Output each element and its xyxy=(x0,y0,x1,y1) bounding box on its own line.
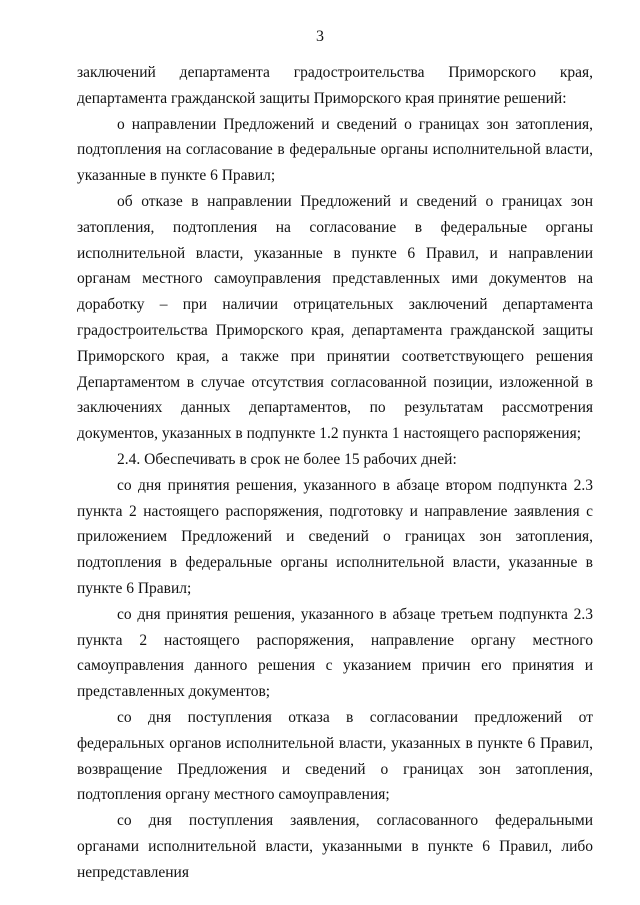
paragraph-refusal-receipt: со дня поступления отказа в согласовании предложений от федеральных органов исполнительной власти, указанных в пункте 6 Правил, возвращение Предложения и сведений о границах зон затопления, подтопления органу местного самоуправления; xyxy=(77,708,593,804)
page-number: 3 xyxy=(316,28,324,45)
paragraph-decision-third-indent: со дня принятия решения, указанного в абзаце третьем подпункта 2.3 пункта 2 настоящего распоряжения, направление органу местного самоуправления данного решения с указанием причин его принятия и представленных документов; xyxy=(77,605,593,701)
paragraph-refusal: об отказе в направлении Предложений и сведений о границах зон затопления, подтопления на согласование в федеральные органы исполнительной власти, указанные в пункте 6 Правил, и направлении органам местного самоуправления представленных ими документов на доработку – при наличии отрицательных заключений департамента градостроительства Приморского края, департамента гражданской защиты Приморского края, а также при принятии соответствующего решения Департаментом в случае отсутствия согласованной позиции, изложенной в заключениях данных департаментов, по результатам рассмотрения документов, указанных в подпункте 1.2 пункта 1 настоящего распоряжения; xyxy=(77,192,593,443)
paragraph-sending-proposals: о направлении Предложений и сведений о границах зон затопления, подтопления на согласование в федеральные органы исполнительной власти, указанные в пункте 6 Правил; xyxy=(77,115,593,185)
paragraph-clause-2-4: 2.4. Обеспечивать в срок не более 15 рабочих дней: xyxy=(117,450,457,468)
document-body xyxy=(77,60,593,886)
paragraph-application-receipt: со дня поступления заявления, согласованного федеральными органами исполнительной власти, указанными в пункте 6 Правил, либо непредставления xyxy=(77,812,593,881)
paragraph-continuation: заключений департамента градостроительства Приморского края, департамента гражданской защиты Приморского края принятие решений: xyxy=(77,64,593,107)
paragraph-decision-second-indent: со дня принятия решения, указанного в абзаце втором подпункта 2.3 пункта 2 настоящего распоряжения, подготовку и направление заявления с приложением Предложений и сведений о границах зон затопления, подтопления в федеральные органы исполнительной власти, указанные в пункте 6 Правил; xyxy=(77,476,593,597)
